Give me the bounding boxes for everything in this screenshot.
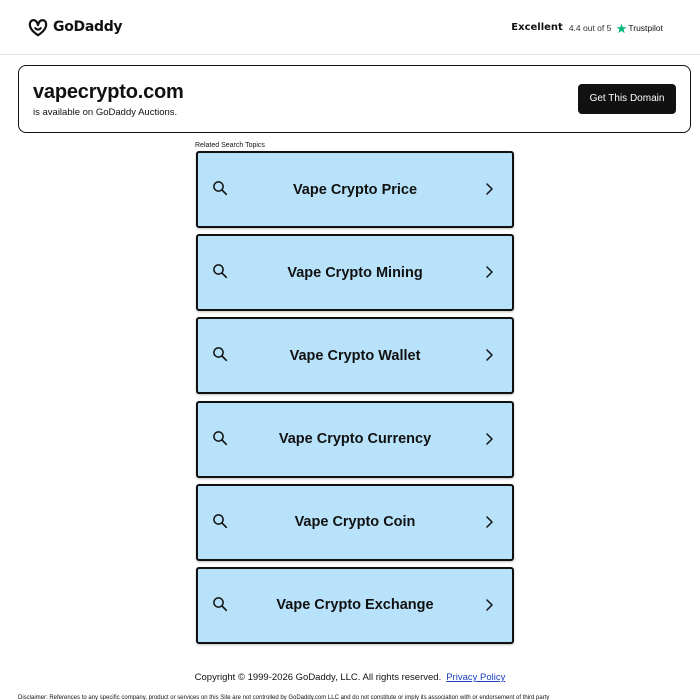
topic-item[interactable] <box>196 317 514 394</box>
topic-label: Vape Crypto Mining <box>287 264 423 281</box>
get-this-domain-button[interactable]: Get This Domain <box>578 84 676 114</box>
copyright-text: Copyright © 1999-2026 GoDaddy, LLC. All rights reserved. <box>194 672 442 683</box>
chevron-right-icon <box>484 598 494 612</box>
chevron-right-icon <box>484 265 494 279</box>
site-footer <box>0 672 700 684</box>
search-icon <box>212 263 228 279</box>
topic-label: Vape Crypto Coin <box>294 514 416 531</box>
search-icon <box>212 180 228 196</box>
chevron-right-icon <box>484 515 494 529</box>
related-topics-label: Related Search Topics <box>195 142 265 149</box>
topic-item[interactable] <box>196 151 514 228</box>
chevron-right-icon <box>484 432 494 446</box>
rating-score: 4.4 out of 5 <box>568 23 612 33</box>
search-icon <box>212 513 228 529</box>
topic-label: Vape Crypto Price <box>292 181 418 198</box>
topic-label: Vape Crypto Exchange <box>276 597 434 614</box>
domain-name: vapecrypto.com <box>33 81 184 103</box>
search-icon <box>212 346 228 362</box>
topic-item[interactable] <box>196 401 514 478</box>
domain-availability: is available on GoDaddy Auctions. <box>33 107 178 118</box>
chevron-right-icon <box>484 182 494 196</box>
godaddy-logo[interactable] <box>27 16 122 38</box>
topic-label: Vape Crypto Currency <box>278 431 432 448</box>
godaddy-logo-icon <box>27 16 49 38</box>
search-icon <box>212 430 228 446</box>
trustpilot-star-icon <box>616 23 627 34</box>
related-topics <box>195 141 515 650</box>
disclaimer-text: Disclaimer: References to any specific company, product or services on this Site are not controlled by GoDaddy.com LLC and do not constitute or imply its association with or endorsement of third party <box>18 695 550 700</box>
chevron-right-icon <box>484 348 494 362</box>
topic-list <box>195 151 515 644</box>
trustpilot-rating[interactable] <box>511 21 663 35</box>
domain-card <box>18 65 691 133</box>
topic-label: Vape Crypto Wallet <box>289 347 421 364</box>
search-icon <box>212 596 228 612</box>
rating-word: Excellent <box>511 22 563 33</box>
privacy-policy-link[interactable]: Privacy Policy <box>446 672 506 683</box>
topic-item[interactable] <box>196 567 514 644</box>
trustpilot-label: Trustpilot <box>628 23 663 33</box>
topic-item[interactable] <box>196 484 514 561</box>
topic-item[interactable] <box>196 234 514 311</box>
logo-text: GoDaddy <box>53 19 123 35</box>
site-header <box>0 0 700 55</box>
